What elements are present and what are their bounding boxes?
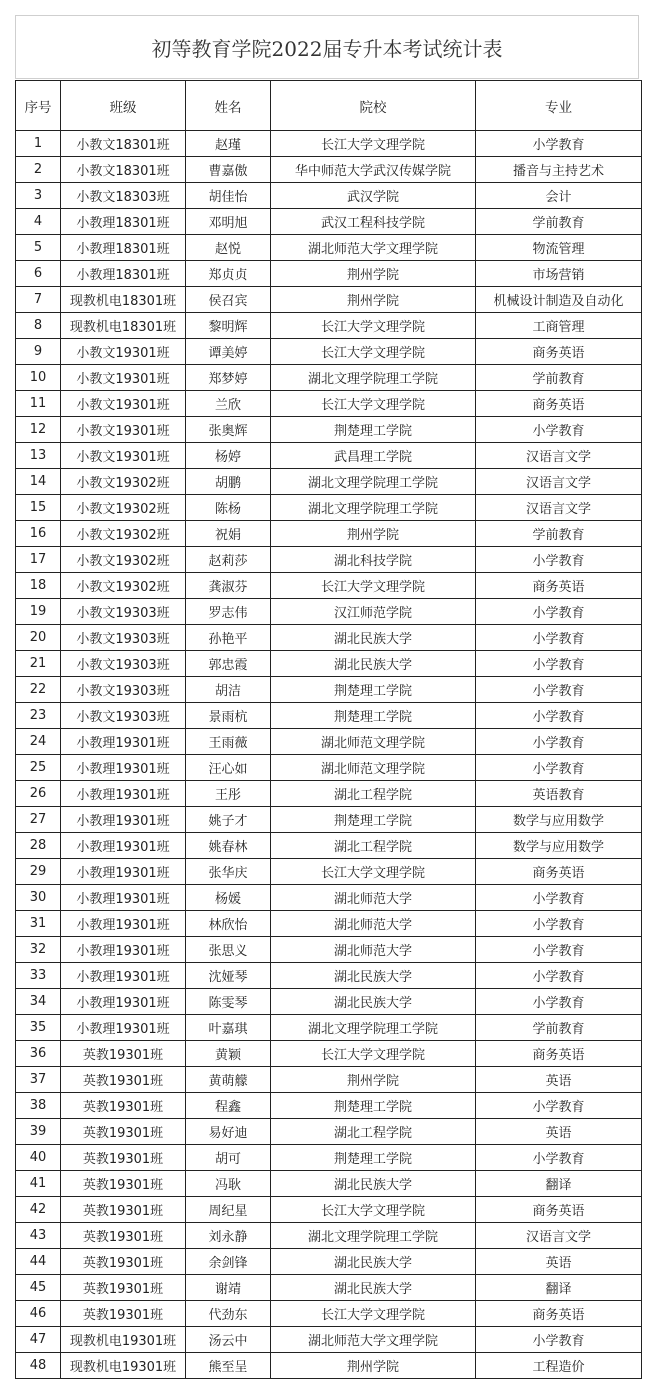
cell-major: 小学教育: [476, 677, 642, 703]
cell-major: 英语: [476, 1067, 642, 1093]
table-row: [16, 911, 642, 937]
table-row: [16, 651, 642, 677]
cell-class: 小教文19301班: [61, 417, 186, 443]
cell-school: 长江大学文理学院: [271, 131, 476, 157]
cell-index: 22: [16, 677, 61, 703]
cell-index: 15: [16, 495, 61, 521]
cell-name: 熊至呈: [186, 1353, 271, 1379]
cell-school: 湖北文理学院理工学院: [271, 1015, 476, 1041]
cell-index: 45: [16, 1275, 61, 1301]
cell-name: 张思义: [186, 937, 271, 963]
table-row: [16, 1093, 642, 1119]
cell-name: 侯召宾: [186, 287, 271, 313]
table-row: [16, 729, 642, 755]
cell-index: 1: [16, 131, 61, 157]
cell-name: 邓明旭: [186, 209, 271, 235]
table-row: [16, 755, 642, 781]
cell-school: 湖北民族大学: [271, 989, 476, 1015]
cell-class: 英教19301班: [61, 1301, 186, 1327]
cell-index: 28: [16, 833, 61, 859]
cell-name: 祝娟: [186, 521, 271, 547]
cell-school: 湖北民族大学: [271, 963, 476, 989]
cell-school: 长江大学文理学院: [271, 339, 476, 365]
cell-class: 小教理19301班: [61, 937, 186, 963]
table-row: [16, 833, 642, 859]
cell-class: 小教理19301班: [61, 729, 186, 755]
cell-name: 王雨薇: [186, 729, 271, 755]
cell-school: 荆州学院: [271, 287, 476, 313]
cell-name: 刘永静: [186, 1223, 271, 1249]
cell-major: 工商管理: [476, 313, 642, 339]
cell-class: 小教理19301班: [61, 781, 186, 807]
cell-name: 汤云中: [186, 1327, 271, 1353]
cell-name: 杨媛: [186, 885, 271, 911]
cell-major: 商务英语: [476, 859, 642, 885]
cell-school: 湖北民族大学: [271, 1249, 476, 1275]
cell-index: 19: [16, 599, 61, 625]
table-row: [16, 1197, 642, 1223]
cell-major: 小学教育: [476, 755, 642, 781]
table-row: [16, 677, 642, 703]
cell-name: 张奥辉: [186, 417, 271, 443]
cell-school: 华中师范大学武汉传媒学院: [271, 157, 476, 183]
table-row: [16, 183, 642, 209]
cell-major: 工程造价: [476, 1353, 642, 1379]
cell-class: 英教19301班: [61, 1223, 186, 1249]
cell-name: 赵莉莎: [186, 547, 271, 573]
cell-school: 湖北民族大学: [271, 625, 476, 651]
cell-major: 学前教育: [476, 521, 642, 547]
table-row: [16, 287, 642, 313]
table-row: [16, 625, 642, 651]
cell-index: 14: [16, 469, 61, 495]
cell-index: 33: [16, 963, 61, 989]
cell-index: 11: [16, 391, 61, 417]
column-header-class: 班级: [61, 81, 186, 131]
cell-class: 小教理19301班: [61, 1015, 186, 1041]
cell-school: 荆州学院: [271, 1067, 476, 1093]
cell-class: 小教理19301班: [61, 833, 186, 859]
table-row: [16, 1041, 642, 1067]
table-row: [16, 235, 642, 261]
cell-index: 5: [16, 235, 61, 261]
cell-name: 谭美婷: [186, 339, 271, 365]
table-row: [16, 313, 642, 339]
cell-index: 9: [16, 339, 61, 365]
cell-index: 7: [16, 287, 61, 313]
table-row: [16, 339, 642, 365]
cell-name: 陈雯琴: [186, 989, 271, 1015]
cell-index: 24: [16, 729, 61, 755]
cell-school: 湖北科技学院: [271, 547, 476, 573]
cell-class: 小教文19302班: [61, 573, 186, 599]
cell-major: 小学教育: [476, 885, 642, 911]
cell-major: 物流管理: [476, 235, 642, 261]
cell-school: 湖北师范大学: [271, 911, 476, 937]
table-row: [16, 495, 642, 521]
header-row: [16, 81, 642, 131]
cell-class: 英教19301班: [61, 1067, 186, 1093]
cell-name: 谢靖: [186, 1275, 271, 1301]
table-row: [16, 1119, 642, 1145]
cell-major: 商务英语: [476, 1041, 642, 1067]
cell-major: 小学教育: [476, 989, 642, 1015]
cell-major: 小学教育: [476, 651, 642, 677]
cell-name: 黎明辉: [186, 313, 271, 339]
cell-class: 英教19301班: [61, 1093, 186, 1119]
cell-index: 37: [16, 1067, 61, 1093]
cell-class: 小教理18301班: [61, 209, 186, 235]
cell-school: 武昌理工学院: [271, 443, 476, 469]
cell-major: 小学教育: [476, 1145, 642, 1171]
cell-index: 46: [16, 1301, 61, 1327]
cell-index: 35: [16, 1015, 61, 1041]
cell-school: 荆楚理工学院: [271, 807, 476, 833]
cell-major: 翻译: [476, 1171, 642, 1197]
table-row: [16, 157, 642, 183]
cell-class: 小教理19301班: [61, 859, 186, 885]
cell-major: 英语: [476, 1249, 642, 1275]
cell-major: 小学教育: [476, 1327, 642, 1353]
table-row: [16, 1249, 642, 1275]
cell-class: 小教文19301班: [61, 443, 186, 469]
cell-class: 小教文19302班: [61, 469, 186, 495]
cell-class: 小教文19301班: [61, 365, 186, 391]
cell-name: 杨婷: [186, 443, 271, 469]
table-row: [16, 261, 642, 287]
cell-major: 小学教育: [476, 625, 642, 651]
cell-index: 38: [16, 1093, 61, 1119]
table-row: [16, 131, 642, 157]
table-row: [16, 1275, 642, 1301]
cell-class: 英教19301班: [61, 1171, 186, 1197]
cell-name: 姚子才: [186, 807, 271, 833]
table-row: [16, 859, 642, 885]
cell-name: 林欣怡: [186, 911, 271, 937]
cell-major: 商务英语: [476, 1197, 642, 1223]
cell-school: 荆楚理工学院: [271, 1093, 476, 1119]
column-header-name: 姓名: [186, 81, 271, 131]
cell-name: 曹嘉傲: [186, 157, 271, 183]
cell-name: 冯耿: [186, 1171, 271, 1197]
cell-school: 湖北师范文理学院: [271, 729, 476, 755]
cell-class: 小教理18301班: [61, 235, 186, 261]
cell-index: 3: [16, 183, 61, 209]
cell-name: 胡鹏: [186, 469, 271, 495]
cell-index: 29: [16, 859, 61, 885]
cell-school: 湖北文理学院理工学院: [271, 365, 476, 391]
table-row: [16, 885, 642, 911]
cell-major: 机械设计制造及自动化: [476, 287, 642, 313]
cell-major: 小学教育: [476, 911, 642, 937]
cell-major: 汉语言文学: [476, 443, 642, 469]
cell-index: 10: [16, 365, 61, 391]
table-row: [16, 1301, 642, 1327]
cell-name: 龚淑芬: [186, 573, 271, 599]
cell-school: 湖北文理学院理工学院: [271, 1223, 476, 1249]
cell-name: 程鑫: [186, 1093, 271, 1119]
cell-class: 小教理18301班: [61, 261, 186, 287]
cell-major: 英语: [476, 1119, 642, 1145]
cell-school: 湖北民族大学: [271, 1171, 476, 1197]
cell-class: 小教文18301班: [61, 131, 186, 157]
cell-index: 4: [16, 209, 61, 235]
cell-major: 小学教育: [476, 417, 642, 443]
cell-major: 市场营销: [476, 261, 642, 287]
cell-class: 小教文19301班: [61, 391, 186, 417]
cell-index: 41: [16, 1171, 61, 1197]
cell-major: 翻译: [476, 1275, 642, 1301]
cell-name: 孙艳平: [186, 625, 271, 651]
cell-name: 郑梦婷: [186, 365, 271, 391]
table-row: [16, 209, 642, 235]
cell-name: 景雨杭: [186, 703, 271, 729]
table-header: [16, 81, 642, 131]
cell-index: 42: [16, 1197, 61, 1223]
cell-name: 汪心如: [186, 755, 271, 781]
cell-school: 荆楚理工学院: [271, 677, 476, 703]
cell-major: 商务英语: [476, 1301, 642, 1327]
table-row: [16, 547, 642, 573]
cell-major: 小学教育: [476, 703, 642, 729]
cell-index: 34: [16, 989, 61, 1015]
cell-index: 17: [16, 547, 61, 573]
cell-major: 小学教育: [476, 937, 642, 963]
table-row: [16, 1327, 642, 1353]
cell-index: 25: [16, 755, 61, 781]
cell-index: 20: [16, 625, 61, 651]
cell-class: 英教19301班: [61, 1119, 186, 1145]
cell-school: 荆楚理工学院: [271, 1145, 476, 1171]
cell-name: 张华庆: [186, 859, 271, 885]
cell-school: 荆楚理工学院: [271, 703, 476, 729]
table-row: [16, 521, 642, 547]
cell-school: 长江大学文理学院: [271, 391, 476, 417]
cell-class: 现教机电19301班: [61, 1327, 186, 1353]
cell-name: 胡洁: [186, 677, 271, 703]
cell-major: 数学与应用数学: [476, 833, 642, 859]
cell-name: 胡佳怡: [186, 183, 271, 209]
cell-index: 39: [16, 1119, 61, 1145]
cell-index: 21: [16, 651, 61, 677]
cell-school: 荆州学院: [271, 1353, 476, 1379]
cell-class: 现教机电18301班: [61, 287, 186, 313]
cell-major: 学前教育: [476, 209, 642, 235]
cell-class: 小教文19303班: [61, 599, 186, 625]
cell-class: 小教文19303班: [61, 677, 186, 703]
cell-major: 商务英语: [476, 573, 642, 599]
cell-school: 湖北师范大学文理学院: [271, 1327, 476, 1353]
cell-major: 商务英语: [476, 391, 642, 417]
table-row: [16, 1145, 642, 1171]
cell-index: 27: [16, 807, 61, 833]
cell-name: 王彤: [186, 781, 271, 807]
cell-major: 汉语言文学: [476, 469, 642, 495]
cell-index: 43: [16, 1223, 61, 1249]
column-header-major: 专业: [476, 81, 642, 131]
cell-index: 48: [16, 1353, 61, 1379]
cell-major: 英语教育: [476, 781, 642, 807]
cell-index: 31: [16, 911, 61, 937]
cell-school: 汉江师范学院: [271, 599, 476, 625]
cell-name: 代劲东: [186, 1301, 271, 1327]
table-row: [16, 807, 642, 833]
cell-major: 学前教育: [476, 365, 642, 391]
cell-index: 16: [16, 521, 61, 547]
cell-school: 湖北文理学院理工学院: [271, 469, 476, 495]
cell-school: 湖北文理学院理工学院: [271, 495, 476, 521]
table-row: [16, 391, 642, 417]
cell-school: 湖北工程学院: [271, 833, 476, 859]
cell-school: 湖北师范大学: [271, 885, 476, 911]
cell-major: 汉语言文学: [476, 1223, 642, 1249]
table-body: [16, 131, 642, 1379]
cell-name: 易好迪: [186, 1119, 271, 1145]
table-row: [16, 443, 642, 469]
cell-index: 6: [16, 261, 61, 287]
cell-major: 播音与主持艺术: [476, 157, 642, 183]
cell-class: 小教文19303班: [61, 703, 186, 729]
table-row: [16, 703, 642, 729]
table-row: [16, 1353, 642, 1379]
table-row: [16, 781, 642, 807]
cell-index: 47: [16, 1327, 61, 1353]
cell-class: 小教理19301班: [61, 989, 186, 1015]
cell-name: 黄萌艨: [186, 1067, 271, 1093]
cell-class: 小教文19303班: [61, 625, 186, 651]
cell-name: 郑贞贞: [186, 261, 271, 287]
cell-index: 44: [16, 1249, 61, 1275]
cell-index: 26: [16, 781, 61, 807]
cell-name: 姚春林: [186, 833, 271, 859]
cell-class: 小教文19303班: [61, 651, 186, 677]
cell-class: 小教理19301班: [61, 963, 186, 989]
cell-school: 湖北师范大学: [271, 937, 476, 963]
table-row: [16, 599, 642, 625]
cell-school: 湖北师范文理学院: [271, 755, 476, 781]
table-row: [16, 417, 642, 443]
cell-major: 小学教育: [476, 729, 642, 755]
cell-class: 英教19301班: [61, 1275, 186, 1301]
statistics-table: [15, 80, 642, 1379]
cell-school: 荆州学院: [271, 521, 476, 547]
cell-index: 32: [16, 937, 61, 963]
cell-index: 2: [16, 157, 61, 183]
cell-class: 小教理19301班: [61, 911, 186, 937]
cell-class: 英教19301班: [61, 1041, 186, 1067]
cell-name: 赵瑾: [186, 131, 271, 157]
cell-major: 小学教育: [476, 131, 642, 157]
cell-school: 长江大学文理学院: [271, 1197, 476, 1223]
table-row: [16, 1223, 642, 1249]
column-header-index: 序号: [16, 81, 61, 131]
table-row: [16, 573, 642, 599]
cell-class: 小教理19301班: [61, 807, 186, 833]
cell-class: 现教机电18301班: [61, 313, 186, 339]
cell-name: 周纪星: [186, 1197, 271, 1223]
cell-index: 13: [16, 443, 61, 469]
table-row: [16, 365, 642, 391]
cell-index: 12: [16, 417, 61, 443]
cell-class: 英教19301班: [61, 1249, 186, 1275]
cell-class: 小教文19302班: [61, 547, 186, 573]
cell-name: 余剑锋: [186, 1249, 271, 1275]
cell-school: 荆楚理工学院: [271, 417, 476, 443]
cell-class: 小教文18303班: [61, 183, 186, 209]
cell-class: 小教文18301班: [61, 157, 186, 183]
cell-class: 英教19301班: [61, 1197, 186, 1223]
cell-school: 长江大学文理学院: [271, 859, 476, 885]
cell-major: 会计: [476, 183, 642, 209]
cell-major: 学前教育: [476, 1015, 642, 1041]
table-row: [16, 1171, 642, 1197]
cell-school: 长江大学文理学院: [271, 1301, 476, 1327]
table-row: [16, 963, 642, 989]
cell-major: 汉语言文学: [476, 495, 642, 521]
column-header-school: 院校: [271, 81, 476, 131]
cell-major: 商务英语: [476, 339, 642, 365]
table-row: [16, 937, 642, 963]
cell-school: 武汉学院: [271, 183, 476, 209]
cell-index: 23: [16, 703, 61, 729]
cell-name: 罗志伟: [186, 599, 271, 625]
cell-name: 黄颖: [186, 1041, 271, 1067]
cell-index: 18: [16, 573, 61, 599]
cell-school: 荆州学院: [271, 261, 476, 287]
cell-school: 湖北民族大学: [271, 651, 476, 677]
cell-index: 40: [16, 1145, 61, 1171]
cell-name: 胡可: [186, 1145, 271, 1171]
cell-school: 武汉工程科技学院: [271, 209, 476, 235]
cell-school: 湖北师范大学文理学院: [271, 235, 476, 261]
page-title: 初等教育学院2022届专升本考试统计表: [15, 15, 639, 79]
cell-name: 郭忠霞: [186, 651, 271, 677]
table-row: [16, 989, 642, 1015]
cell-major: 小学教育: [476, 547, 642, 573]
cell-school: 湖北工程学院: [271, 1119, 476, 1145]
cell-school: 湖北民族大学: [271, 1275, 476, 1301]
cell-index: 30: [16, 885, 61, 911]
cell-school: 长江大学文理学院: [271, 313, 476, 339]
cell-class: 小教文19301班: [61, 339, 186, 365]
cell-class: 小教文19302班: [61, 495, 186, 521]
cell-name: 沈娅琴: [186, 963, 271, 989]
cell-school: 湖北工程学院: [271, 781, 476, 807]
cell-major: 数学与应用数学: [476, 807, 642, 833]
cell-major: 小学教育: [476, 599, 642, 625]
table-row: [16, 469, 642, 495]
table-row: [16, 1015, 642, 1041]
cell-name: 叶嘉琪: [186, 1015, 271, 1041]
cell-name: 赵悦: [186, 235, 271, 261]
cell-school: 长江大学文理学院: [271, 573, 476, 599]
cell-major: 小学教育: [476, 963, 642, 989]
cell-index: 36: [16, 1041, 61, 1067]
cell-class: 现教机电19301班: [61, 1353, 186, 1379]
cell-class: 小教理19301班: [61, 755, 186, 781]
cell-class: 小教理19301班: [61, 885, 186, 911]
cell-index: 8: [16, 313, 61, 339]
cell-class: 小教文19302班: [61, 521, 186, 547]
cell-name: 兰欣: [186, 391, 271, 417]
cell-name: 陈杨: [186, 495, 271, 521]
cell-school: 长江大学文理学院: [271, 1041, 476, 1067]
cell-class: 英教19301班: [61, 1145, 186, 1171]
table-row: [16, 1067, 642, 1093]
cell-major: 小学教育: [476, 1093, 642, 1119]
